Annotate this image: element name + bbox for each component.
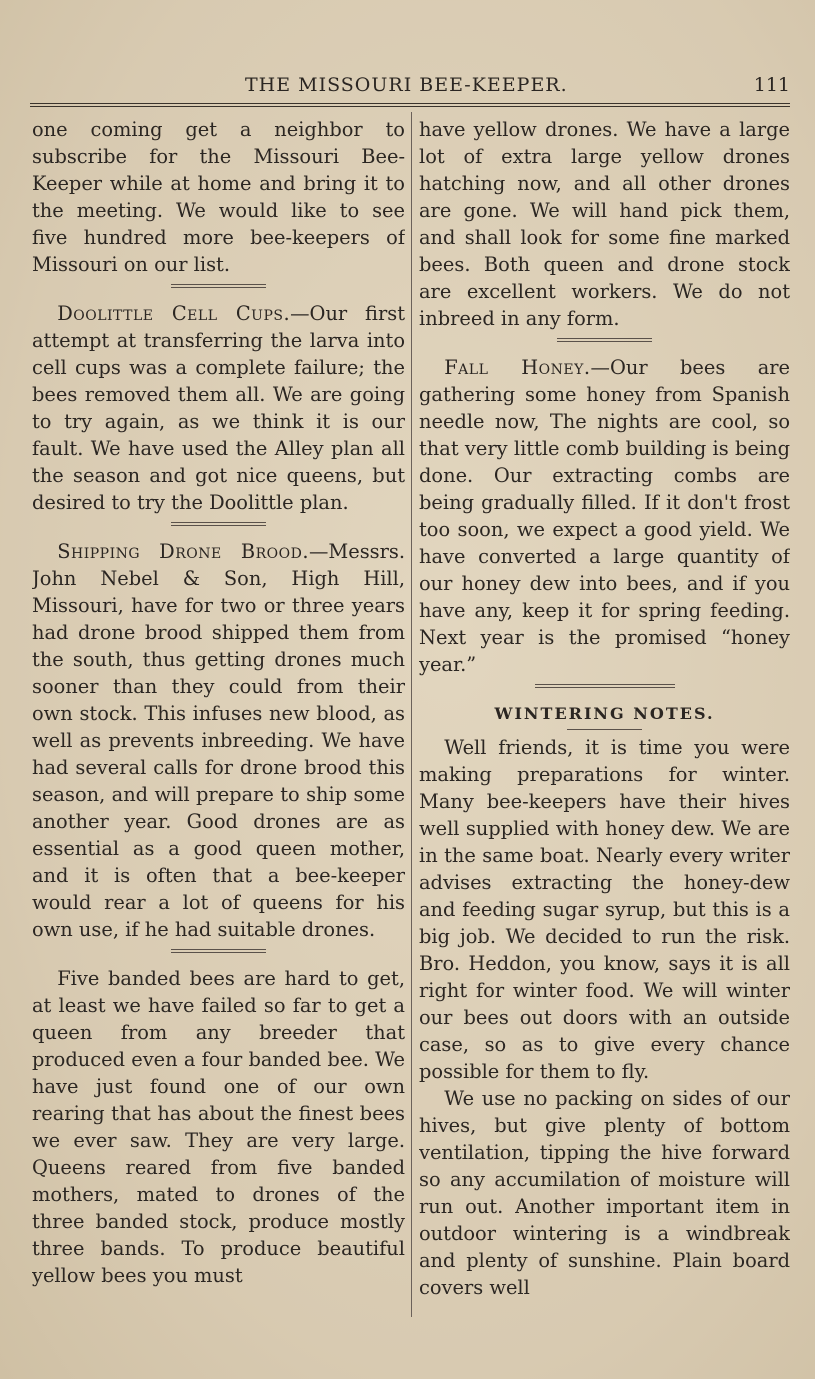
fall-honey-body: —Our bees are gathering some honey from Spanish needle now, The nights are cool, so that very little comb building is being done. Our extracting combs are being gradually filled. If it don't frost too soon, we expect a good yield. We have converted a large quantity of our honey dew into bees, and if you have any, keep it for spring feeding. Next year is the promised “honey year.” xyxy=(419,356,790,676)
shipping-paragraph xyxy=(32,538,405,943)
doolittle-paragraph xyxy=(32,300,405,516)
header-rule xyxy=(30,103,790,107)
left-column xyxy=(32,116,405,1316)
separator-rule xyxy=(171,522,266,526)
intro-paragraph: one coming get a neighbor to subscribe for the Missouri Bee-Keeper while at home and bring it to the meeting. We would like to see five hundred more bee-keepers of Missouri on our list. xyxy=(32,118,405,276)
separator-rule xyxy=(535,684,675,688)
separator-rule xyxy=(171,949,266,953)
continuation-paragraph: have yellow drones. We have a large lot of extra large yellow drones hatching now, and all other drones are gone. We will hand pick them, and shall look for some fine marked bees. Both queen and drone stock are excellent workers. We do not inbreed in any form. xyxy=(419,118,790,330)
column-divider xyxy=(411,112,412,1317)
doolittle-title: Doolittle Cell Cups. xyxy=(57,302,291,325)
doolittle-body: —Our first attempt at transferring the larva into cell cups was a complete failure; the bees removed them all. We are going to try again, as we think it is our fault. We have used the Alley plan all the season and got nice queens, but desired to try the Doolittle plan. xyxy=(32,302,405,514)
shipping-body: —Messrs. John Nebel & Son, High Hill, Missouri, have for two or three years had drone brood shipped them from the south, thus getting drones much sooner than they could from their own stock. This infuses new blood, as well as prevents inbreeding. We have had several calls for drone brood this season, and will prepare to ship some another year. Good drones are as essential as a good queen mother, and it is often that a bee-keeper would rear a lot of queens for his own use, if he had suitable drones. xyxy=(32,540,405,941)
wintering-heading: WINTERING NOTES. xyxy=(494,704,715,723)
right-column xyxy=(419,116,790,1316)
shipping-title: Shipping Drone Brood. xyxy=(57,540,309,563)
heading-rule xyxy=(567,729,642,730)
separator-rule xyxy=(171,284,266,288)
separator-rule xyxy=(557,338,652,342)
page-header xyxy=(30,74,790,102)
five-banded-paragraph: Five banded bees are hard to get, at least we have failed so far to get a queen from any breeder that produced even a four banded bee. We have just found one of our own rearing that has about the finest bees we ever saw. They are very large. Queens reared from five banded mothers, mated to drones of the three banded stock, produce mostly three bands. To produce beautiful yellow bees you must xyxy=(32,967,405,1287)
running-title: THE MISSOURI BEE-KEEPER. xyxy=(245,74,568,96)
page-number: 111 xyxy=(753,74,790,96)
fall-honey-paragraph xyxy=(419,354,790,678)
wintering-paragraph-1: Well friends, it is time you were making preparations for winter. Many bee-keepers have their hives well supplied with honey dew. We are in the same boat. Nearly every writer advises extracting the honey-dew and feeding sugar syrup, but this is a big job. We decided to run the risk. Bro. Heddon, you know, says it is all right for winter food. We will winter our bees out doors with an outside case, so as to give every chance possible for them to fly. xyxy=(419,736,790,1083)
fall-honey-title: Fall Honey. xyxy=(444,356,591,379)
wintering-paragraph-2: We use no packing on sides of our hives, but give plenty of bottom ventilation, tipping the hive forward so any accumilation of moisture will run out. Another important item in outdoor wintering is a windbreak and plenty of sunshine. Plain board covers well xyxy=(419,1087,790,1299)
